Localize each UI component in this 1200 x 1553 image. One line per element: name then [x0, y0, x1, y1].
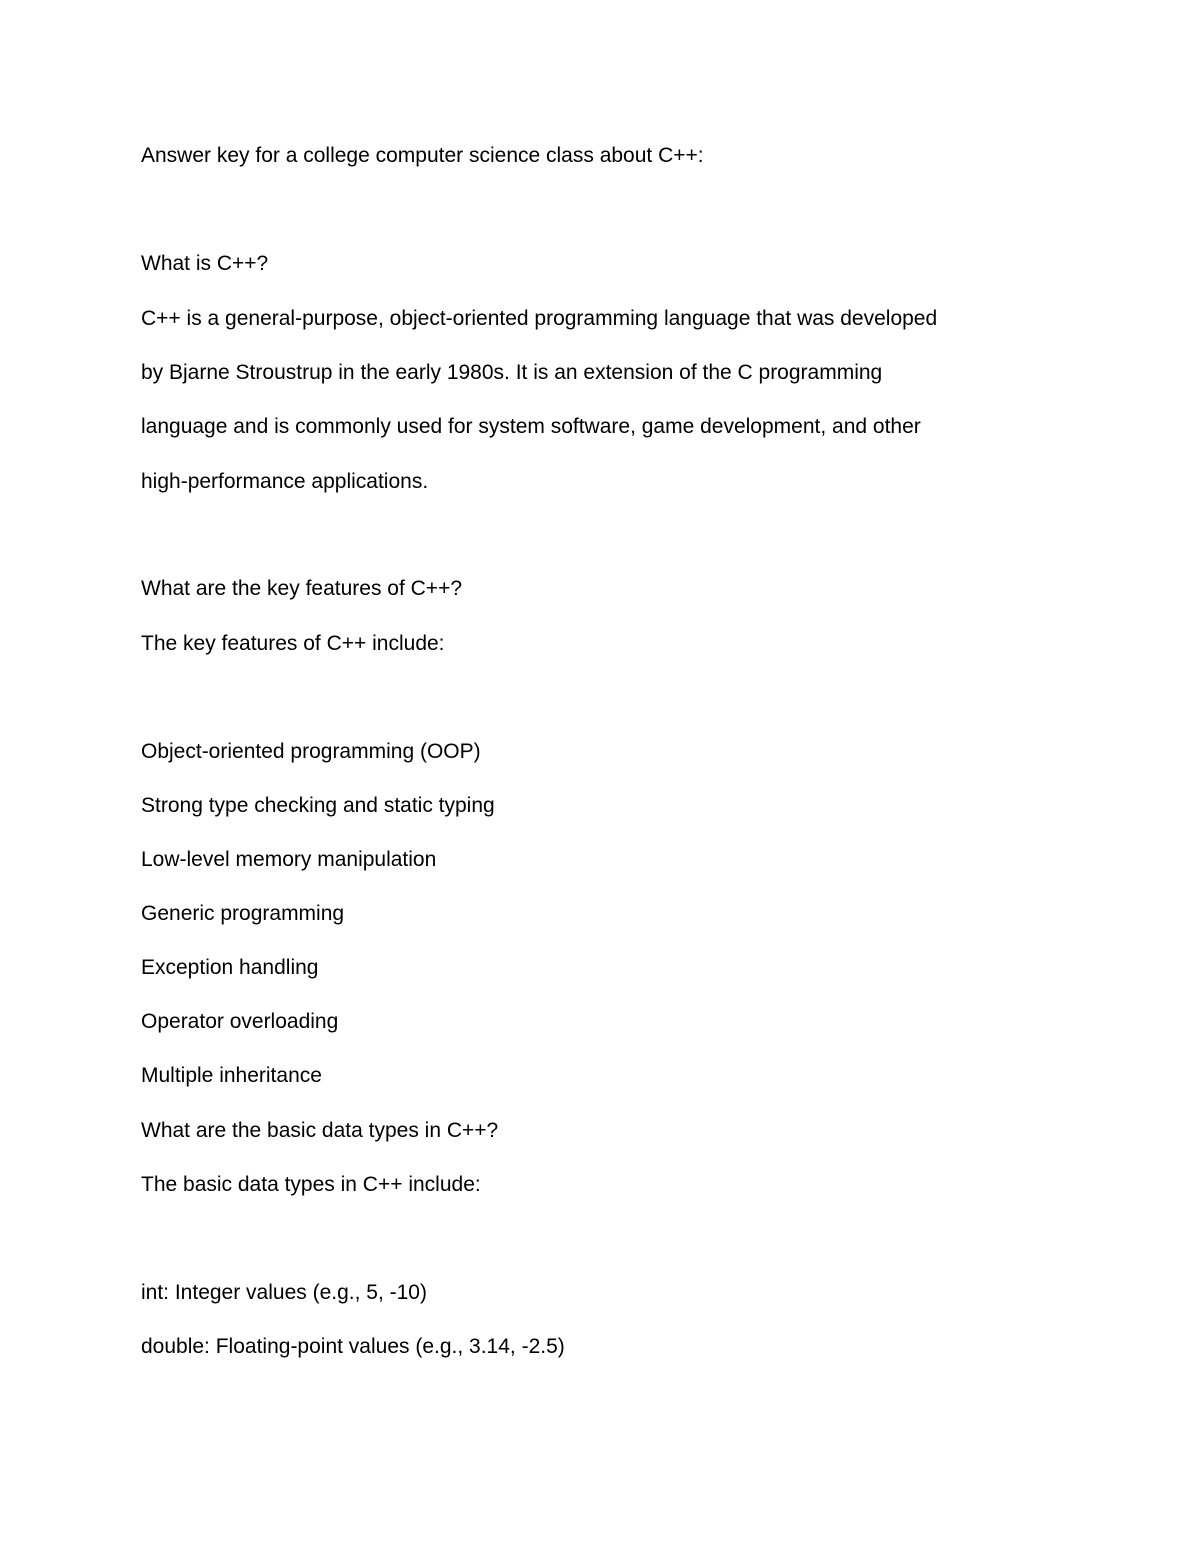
feature-item: Low-level memory manipulation — [141, 848, 437, 871]
answer-1-line: language and is commonly used for system software, game development, and other — [141, 415, 921, 438]
answer-1-line: C++ is a general-purpose, object-oriented programming language that was developed — [141, 307, 938, 330]
document-title: Answer key for a college computer science class about C++: — [141, 144, 704, 167]
question-2: What are the key features of C++? — [141, 577, 463, 600]
question-1: What is C++? — [141, 252, 269, 275]
answer-2-intro: The key features of C++ include: — [141, 632, 445, 655]
feature-item: Operator overloading — [141, 1010, 339, 1033]
answer-1-line: high-performance applications. — [141, 470, 429, 493]
answer-3-intro: The basic data types in C++ include: — [141, 1173, 481, 1196]
feature-item: Strong type checking and static typing — [141, 794, 495, 817]
data-type-item: int: Integer values (e.g., 5, -10) — [141, 1281, 427, 1304]
feature-item: Exception handling — [141, 956, 319, 979]
answer-1-line: by Bjarne Stroustrup in the early 1980s. It is an extension of the C programming — [141, 361, 883, 384]
feature-item: Object-oriented programming (OOP) — [141, 740, 481, 763]
feature-item: Multiple inheritance — [141, 1064, 322, 1087]
question-3: What are the basic data types in C++? — [141, 1119, 499, 1142]
data-type-item: double: Floating-point values (e.g., 3.14, -2.5) — [141, 1335, 565, 1358]
feature-item: Generic programming — [141, 902, 345, 925]
